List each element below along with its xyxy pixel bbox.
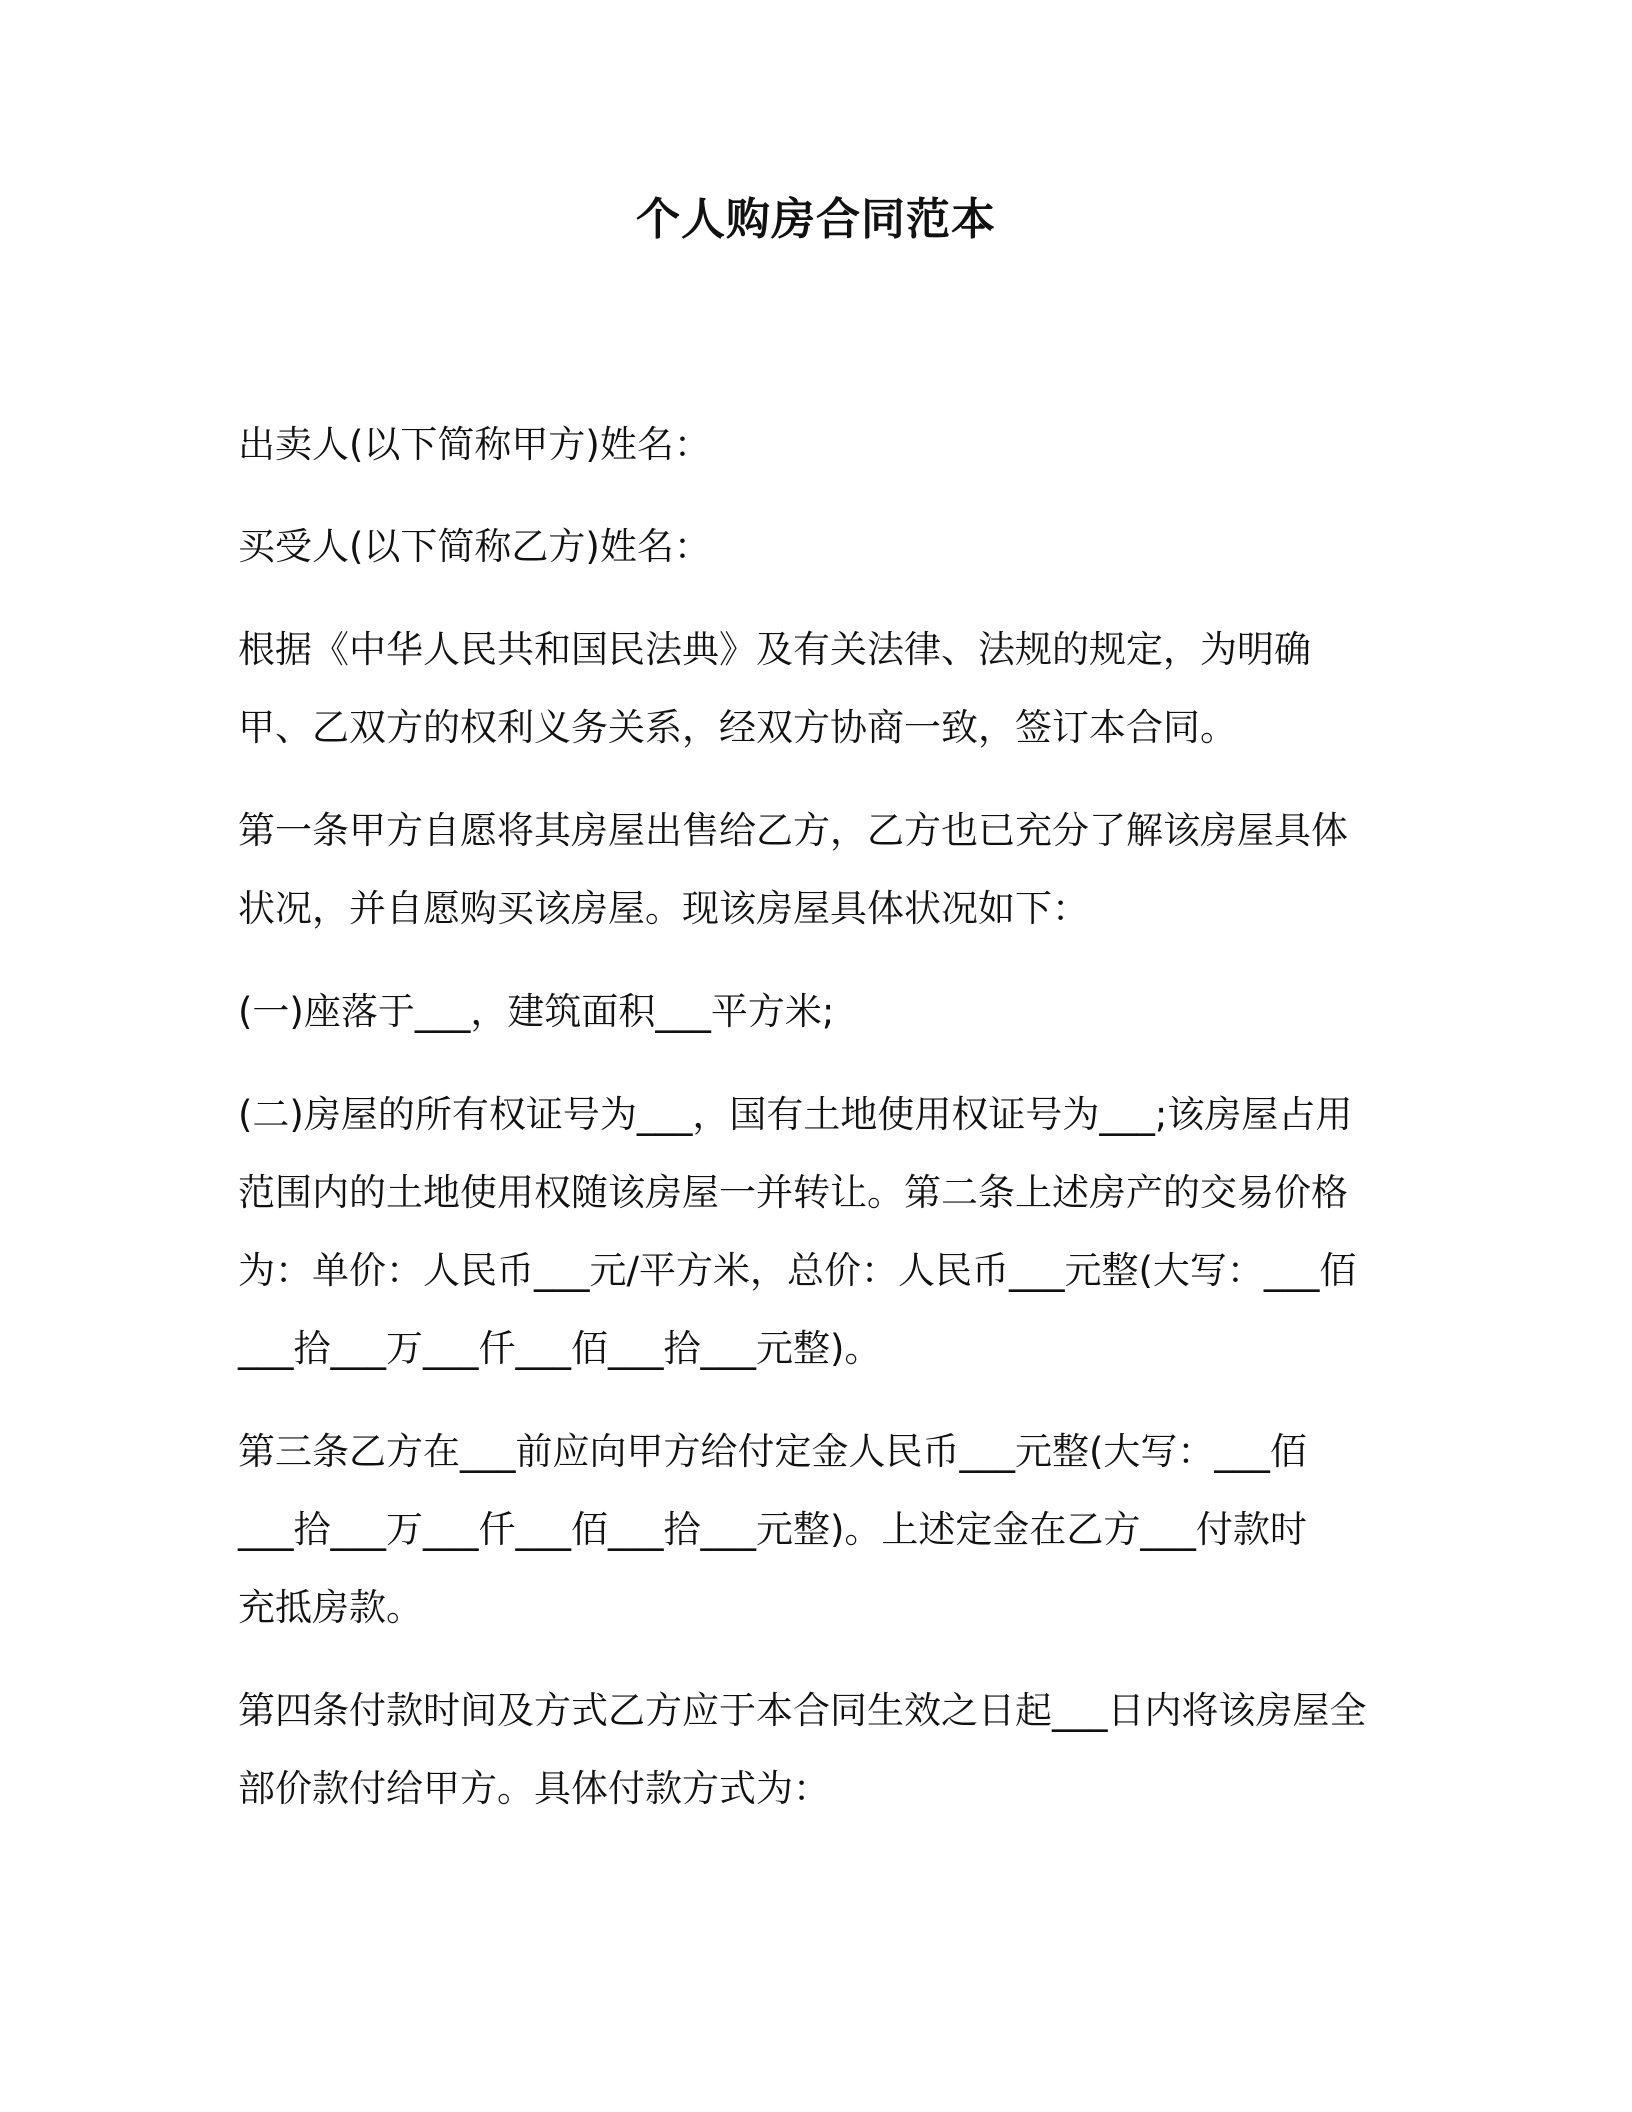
article-4-line-1: 第四条付款时间及方式乙方应于本合同生效之日起___日内将该房屋全 — [238, 1689, 1367, 1732]
preamble-line-1: 根据《中华人民共和国民法典》及有关法律、法规的规定，为明确 — [238, 628, 1311, 671]
clause-2-line-4: ___拾___万___仟___佰___拾___元整)。 — [238, 1327, 882, 1370]
clause-2-line-1: (二)房屋的所有权证号为___，国有土地使用权证号为___;该房屋占用 — [238, 1093, 1353, 1136]
clause-1-line: (一)座落于___，建筑面积___平方米; — [238, 990, 835, 1033]
document-title: 个人购房合同范本 — [636, 194, 996, 245]
article-3-line-1: 第三条乙方在___前应向甲方给付定金人民币___元整(大写：___佰 — [238, 1430, 1307, 1473]
article-1-line-1: 第一条甲方自愿将其房屋出售给乙方，乙方也已充分了解该房屋具体 — [238, 809, 1348, 852]
article-4-line-2: 部价款付给甲方。具体付款方式为： — [238, 1767, 830, 1810]
article-3-line-3: 充抵房款。 — [238, 1586, 423, 1629]
article-3-line-2: ___拾___万___仟___佰___拾___元整)。上述定金在乙方___付款时 — [238, 1508, 1307, 1551]
seller-name-line: 出卖人(以下简称甲方)姓名： — [238, 423, 711, 466]
clause-2-line-2: 范围内的土地使用权随该房屋一并转让。第二条上述房产的交易价格 — [238, 1171, 1348, 1214]
buyer-name-line: 买受人(以下简称乙方)姓名： — [238, 525, 711, 568]
article-1-line-2: 状况，并自愿购买该房屋。现该房屋具体状况如下： — [238, 887, 1089, 930]
clause-2-line-3: 为：单价：人民币___元/平方米，总价：人民币___元整(大写：___佰 — [238, 1249, 1357, 1292]
preamble-line-2: 甲、乙双方的权利义务关系，经双方协商一致，签订本合同。 — [238, 706, 1237, 749]
